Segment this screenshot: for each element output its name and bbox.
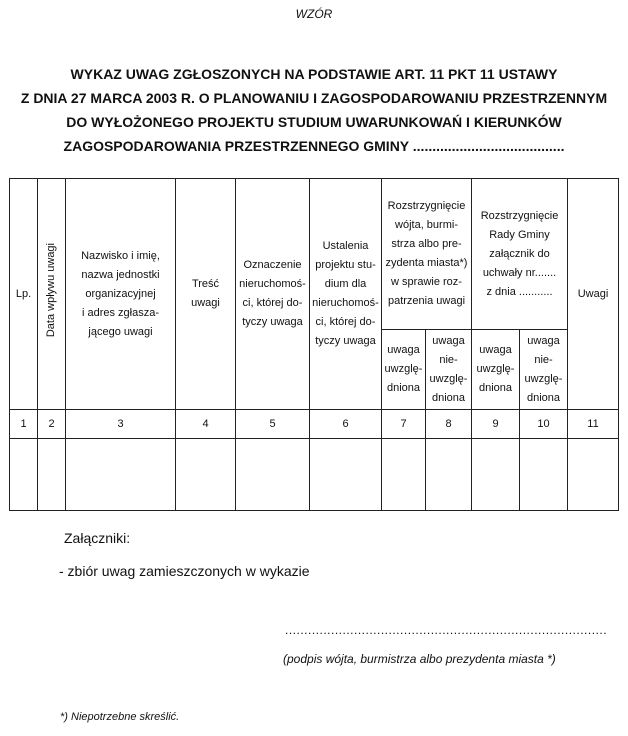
header-line: załącznik do xyxy=(489,247,550,260)
attachments-label: Załączniki: xyxy=(64,530,131,546)
table-cell xyxy=(310,439,382,511)
column-number: 9 xyxy=(472,410,520,439)
header-lp: Lp. xyxy=(10,179,38,410)
header-line: nie- xyxy=(534,353,553,366)
table-cell xyxy=(236,439,310,511)
header-line: organizacyjnej xyxy=(85,287,156,300)
subheader-uwzgledniona xyxy=(472,330,520,410)
signature-caption: (podpis wójta, burmistrza albo prezydenta miasta *) xyxy=(283,652,556,666)
header-line: uwzglę- xyxy=(476,363,515,375)
wzor-label: WZÓR xyxy=(295,7,333,21)
header-line: Rozstrzygnięcie xyxy=(387,200,466,212)
header-line: patrzenia uwagi xyxy=(387,295,466,307)
header-line: wójta, burmi- xyxy=(395,219,458,231)
column-number: 2 xyxy=(38,410,66,439)
header-line: uwaga xyxy=(387,344,420,356)
column-number: 7 xyxy=(382,410,426,439)
comments-table xyxy=(9,178,619,511)
header-line: nie- xyxy=(439,353,458,366)
header-line: uwaga xyxy=(479,344,512,356)
attachments-item: - zbiór uwag zamieszczonych w wykazie xyxy=(59,563,310,579)
header-line: dniona xyxy=(526,391,561,404)
title-line: ZAGOSPODAROWANIA PRZESTRZENNEGO GMINY ....................................... xyxy=(63,138,565,154)
header-line: i adres zgłasza- xyxy=(81,306,160,319)
signature-line: .................................................................................... xyxy=(285,623,608,637)
header-ustalenia xyxy=(310,179,382,410)
header-line: uwzglę- xyxy=(429,372,468,385)
header-line: zydenta miasta*) xyxy=(385,257,468,269)
table-cell xyxy=(382,439,426,511)
header-rozstrzygniecie-rady xyxy=(472,179,568,330)
header-data-wplywu-text: Data wpływu uwagi xyxy=(45,243,57,338)
footnote: *) Niepotrzebne skreślić. xyxy=(60,711,180,723)
header-line: ci, której do- xyxy=(315,316,376,328)
header-line: strza albo pre- xyxy=(391,238,462,250)
subheader-nieuwzgledniona xyxy=(426,330,472,410)
table-cell xyxy=(426,439,472,511)
column-number: 10 xyxy=(520,410,568,439)
header-line: uwzglę- xyxy=(524,372,563,385)
header-line: nazwa jednostki xyxy=(81,268,160,281)
header-line: jącego uwagi xyxy=(88,325,153,338)
header-line: projektu stu- xyxy=(315,259,376,271)
header-line: uwzglę- xyxy=(384,363,423,375)
header-line: Rady Gminy xyxy=(489,228,550,241)
column-number: 11 xyxy=(568,410,619,439)
header-line: dniona xyxy=(386,382,421,394)
document-title xyxy=(10,62,618,158)
header-line: Rozstrzygnięcie xyxy=(480,209,559,222)
header-line: uchwały nr....... xyxy=(482,266,557,279)
title-line: DO WYŁOŻONEGO PROJEKTU STUDIUM UWARUNKOWAŃ I KIERUNKÓW xyxy=(66,114,562,130)
column-number: 5 xyxy=(236,410,310,439)
header-line: nieruchomoś- xyxy=(239,278,306,290)
title-line: WYKAZ UWAG ZGŁOSZONYCH NA PODSTAWIE ART. 11 PKT 11 USTAWY xyxy=(70,66,558,82)
header-line: dium dla xyxy=(324,278,367,290)
column-number: 1 xyxy=(10,410,38,439)
table-cell xyxy=(10,439,38,511)
subheader-nieuwzgledniona xyxy=(520,330,568,410)
header-data-wplywu xyxy=(38,179,66,410)
header-line: Nazwisko i imię, xyxy=(81,249,160,262)
table-cell xyxy=(176,439,236,511)
column-number: 8 xyxy=(426,410,472,439)
header-line: Ustalenia xyxy=(322,240,369,252)
header-oznaczenie xyxy=(236,179,310,410)
header-line: dniona xyxy=(478,382,513,394)
header-line: tyczy uwaga xyxy=(315,335,376,347)
header-line: tyczy uwaga xyxy=(242,316,303,328)
header-line: ci, której do- xyxy=(242,297,303,309)
header-line: uwaga xyxy=(527,334,560,347)
header-line: w sprawie roz- xyxy=(391,276,462,288)
table-row xyxy=(10,439,619,511)
header-line: z dnia ........... xyxy=(486,285,553,298)
table-cell xyxy=(66,439,176,511)
header-line: uwaga xyxy=(432,334,465,347)
header-line: Oznaczenie xyxy=(243,259,302,271)
column-number: 4 xyxy=(176,410,236,439)
title-line: Z DNIA 27 MARCA 2003 R. O PLANOWANIU I ZAGOSPODAROWANIU PRZESTRZENNYM xyxy=(20,90,608,106)
table-cell xyxy=(568,439,619,511)
header-nazwisko xyxy=(66,179,176,410)
header-tresc: Treść uwagi xyxy=(176,179,236,410)
table-cell xyxy=(472,439,520,511)
column-number: 6 xyxy=(310,410,382,439)
subheader-uwzgledniona xyxy=(382,330,426,410)
table-cell xyxy=(38,439,66,511)
column-number: 3 xyxy=(66,410,176,439)
header-line: nieruchomoś- xyxy=(312,297,379,309)
header-uwagi: Uwagi xyxy=(568,179,619,410)
table-cell xyxy=(520,439,568,511)
header-rozstrzygniecie-wojta xyxy=(382,179,472,330)
header-line: dniona xyxy=(431,391,466,404)
